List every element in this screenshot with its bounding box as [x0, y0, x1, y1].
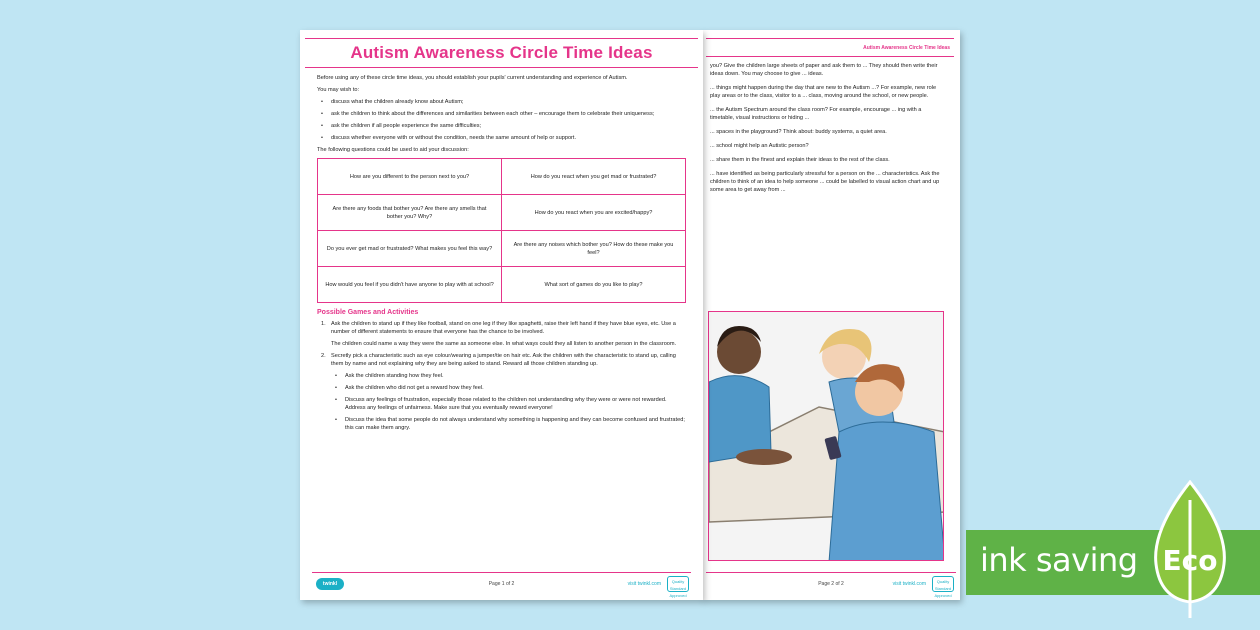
activity-sub-bullets	[331, 372, 686, 432]
quality-badge: Quality Standard Approved	[932, 576, 954, 592]
children-at-table-icon	[709, 312, 944, 561]
table-row	[318, 195, 686, 231]
question-cell: Are there any foods that bother you? Are there any smells that bother you? Why?	[318, 195, 502, 231]
question-cell: What sort of games do you like to play?	[502, 267, 686, 303]
question-cell: How do you react when you get mad or frustrated?	[502, 159, 686, 195]
may-wish-text: You may wish to:	[317, 87, 360, 93]
quality-badge: Quality Standard Approved	[667, 576, 689, 592]
page-2-paragraph: ... spaces in the playground? Think about: buddy systems, a quiet area.	[710, 129, 887, 135]
activity-extra: The children could name a way they were the same as someone else. In what ways could they all listen to another person in the classroom.	[331, 341, 677, 347]
intro-text: Before using any of these circle time ideas, you should establish your pupils' current understanding and experience of Autism.	[317, 75, 628, 81]
questions-table	[317, 158, 686, 303]
question-cell: How do you react when you are excited/happy?	[502, 195, 686, 231]
ink-saving-label: ink saving	[980, 541, 1138, 579]
page-title: Autism Awareness Circle Time Ideas	[305, 43, 698, 68]
table-row	[318, 159, 686, 195]
list-item: • discuss what the children already know about Autism;	[317, 98, 686, 106]
page-1-footer	[312, 572, 691, 598]
list-item	[317, 352, 686, 432]
question-cell: Do you ever get mad or frustrated? What makes you feel this way?	[318, 231, 502, 267]
page-2-paragraph: ... the Autism Spectrum around the class room? For example, encourage ... ing with a timetable, visual instructions or hiding ...	[710, 107, 922, 121]
list-item: • Ask the children who did not get a reward how they feel.	[331, 384, 686, 392]
activity-text: Secretly pick a characteristic such as eye colour/wearing a jumper/tie on hair etc. Ask the children with the characteristic to stand up, calling them by name and not explaining why they are being asked to stand. Reward all those children standing up.	[331, 353, 676, 367]
discussion-bullets	[317, 98, 686, 142]
page-2-content	[706, 38, 954, 594]
eco-label: Eco	[1162, 544, 1218, 577]
page-2-paragraph: ... school might help an Autistic person?	[710, 143, 809, 149]
page-number: Page 1 of 2	[488, 581, 515, 587]
page-2-body	[706, 57, 954, 194]
footer-url: visit twinkl.com	[627, 581, 661, 587]
activity-number: 1.	[321, 321, 326, 327]
question-cell: How would you feel if you didn't have anyone to play with at school?	[318, 267, 502, 303]
worksheet-page-1	[300, 30, 703, 600]
page-2-paragraph: ... have identified as being particularly stressful for a person on the ... characteristics. Ask the children to think of an idea to help someone ... could be labelled to visual action chart and up some area to get away from ...	[710, 171, 940, 193]
list-item: • ask the children if all people experience the same difficulties;	[317, 122, 686, 130]
children-illustration	[708, 311, 944, 561]
table-row	[318, 231, 686, 267]
page-1-body	[305, 68, 698, 432]
activities-list	[317, 320, 686, 432]
list-item: • discuss whether everyone with or without the condition, needs the same amount of help or support.	[317, 134, 686, 142]
question-cell: Are there any noises which bother you? How do these make you feel?	[502, 231, 686, 267]
activity-number: 2.	[321, 353, 326, 359]
page-2-paragraph: you? Give the children large sheets of paper and ask them to ... They should then write their ideas down. You may choose to give ... ideas.	[710, 63, 938, 77]
list-item	[317, 320, 686, 348]
page-2-footer	[706, 572, 956, 598]
list-item: • Ask the children standing how they feel.	[331, 372, 686, 380]
page-number: Page 2 of 2	[818, 581, 844, 587]
page-2-paragraph: ... share them in the finest and explain their ideas to the rest of the class.	[710, 157, 890, 163]
questions-intro: The following questions could be used to aid your discussion:	[317, 147, 469, 153]
worksheet-page-2	[702, 30, 960, 600]
games-heading: Possible Games and Activities	[317, 309, 419, 316]
list-item: • ask the children to think about the differences and similarities between each other – encourage them to celebrate their uniqueness;	[317, 110, 686, 118]
footer-url: visit twinkl.com	[892, 581, 926, 587]
activity-text: Ask the children to stand up if they like football, stand on one leg if they like spaghetti, raise their left hand if they have blue eyes, etc. Use a number of different statements to ensure that everyone has the chance to be involved.	[331, 321, 676, 335]
twinkl-logo: twinkl	[316, 578, 344, 590]
page-2-paragraph: ... things might happen during the day that are new to the Autism ...? For example, new role play areas or to the class, visitor to a ... class, moving around the school, or new people.	[710, 85, 937, 99]
table-row	[318, 267, 686, 303]
question-cell: How are you different to the person next to you?	[318, 159, 502, 195]
list-item: • Discuss any feelings of frustration, especially those related to the children not understanding why they were or were not rewarded. Address any feelings of unfairness. Make sure that you eventually reward everyone!	[331, 396, 686, 412]
page-1-content	[305, 38, 698, 594]
list-item: • Discuss the idea that some people do not always understand why something is happening and they can become confused and frustrated; this can make them angry.	[331, 416, 686, 432]
page-2-header: Autism Awareness Circle Time Ideas	[706, 39, 954, 57]
